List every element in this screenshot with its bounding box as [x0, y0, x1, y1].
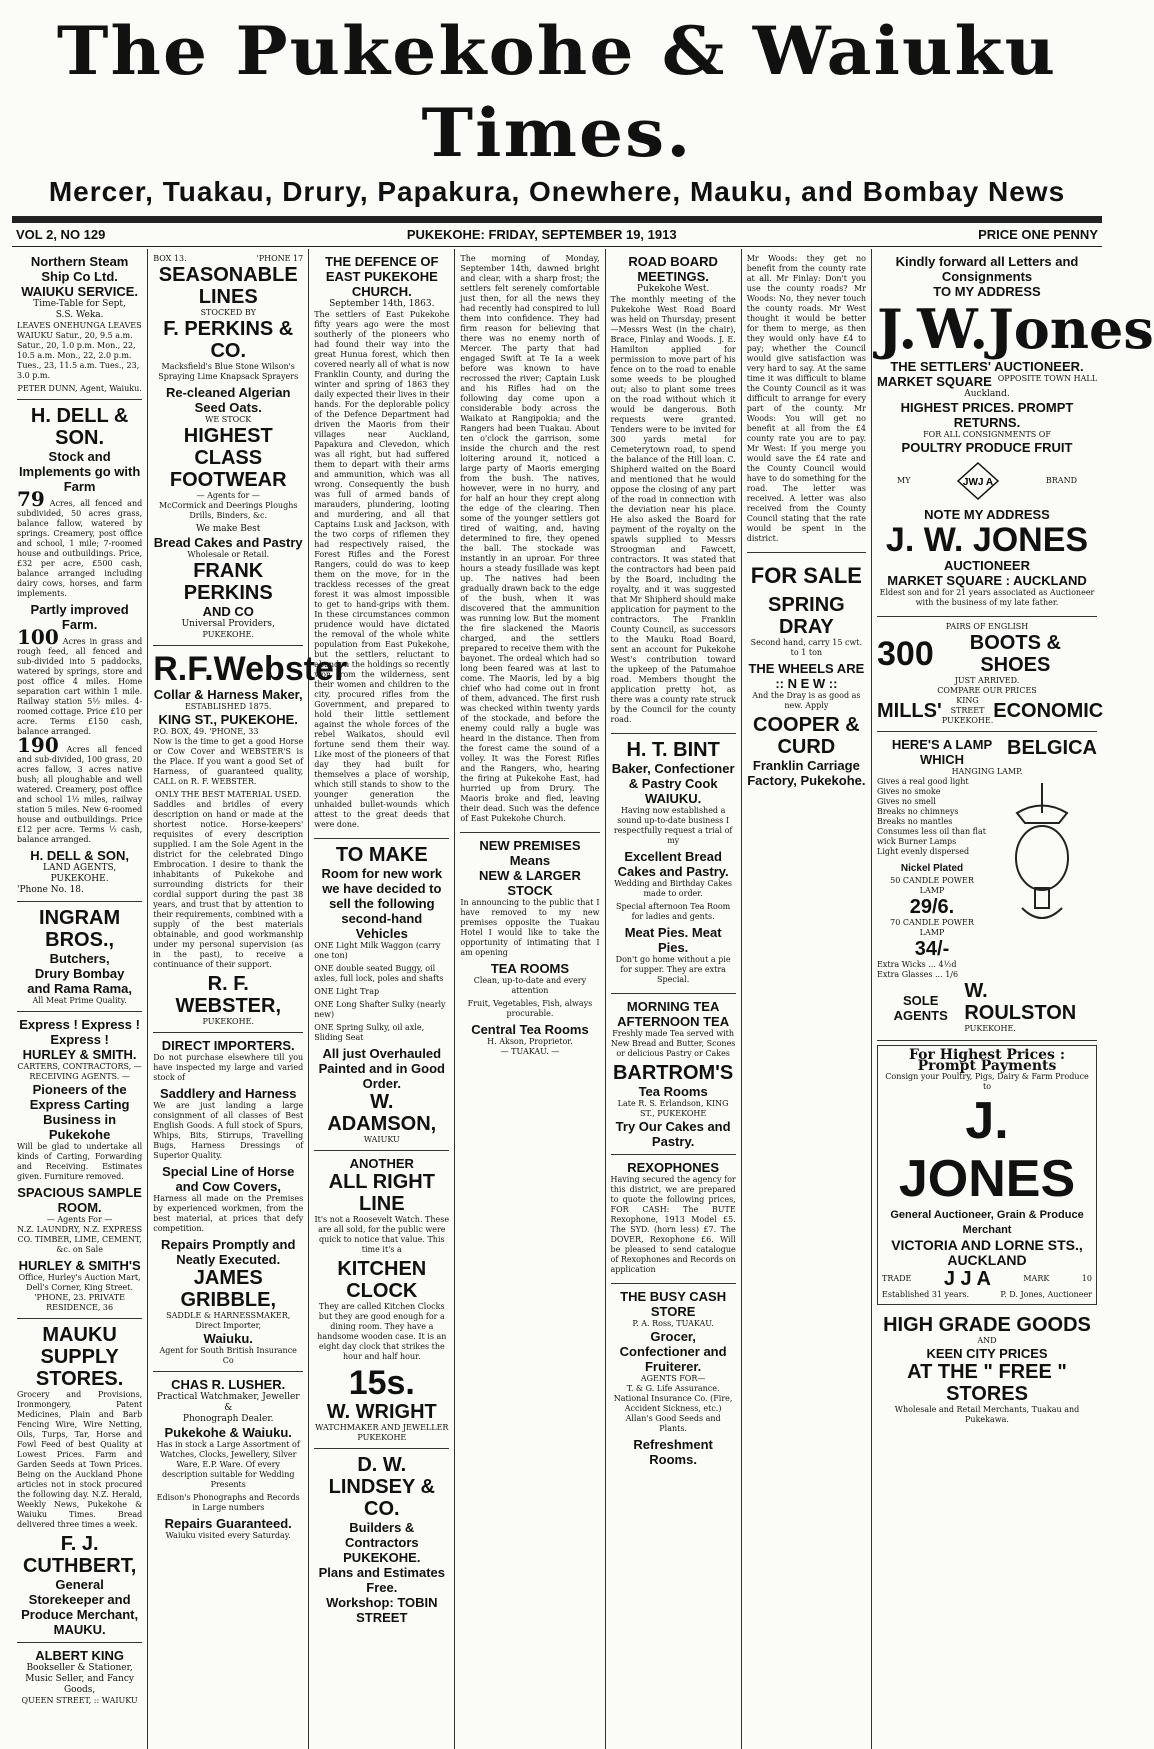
article-body: Mr Woods: they get no benefit from the county rate at all. Mr Finlay: Don't you use the county roads? Mr Woods: No, they never touch the county roads. Mr West thought it would be better for them to merge, as then they would only have £4 to pay; whether the Council would give satisfaction was very hard to say. At the same time it was difficult to blame the County Council as it was difficult to arrange for every part of the county. Mr Woods: You will get no benefit at all from the £4 county rate you are to pay. Mr West: If you merge you would save the £4 rate and the County Council would have to do something for the road. The letter was received. A letter was also received from the County Council stating that the rate would be spent in the district.	[746, 254, 866, 543]
ad-text: BOX 13.	[153, 254, 187, 263]
ad-heading: Meat Pies. Meat Pies.	[624, 925, 722, 955]
ad-text: Phonograph Dealer.	[182, 1414, 274, 1424]
ad-heading: COOPER & CURD	[753, 714, 860, 758]
ad-text: Agent for South British Insurance Co	[159, 1346, 297, 1365]
ad-heading: HURLEY & SMITH.	[22, 1047, 137, 1062]
ad-text: Harness all made on the Premises by experienced workmen, from the best material, at prices that defy competition.	[153, 1194, 304, 1233]
ad-heading: W. ROULSTON	[964, 980, 1077, 1024]
premises-ad	[460, 833, 599, 1062]
ad-heading: HERE'S A LAMP WHICH	[891, 737, 993, 767]
ad-heading: General Auctioneer, Grain & Produce Merchant	[890, 1209, 1084, 1236]
ad-text: Waiuku visited every Saturday.	[165, 1531, 291, 1540]
ad-heading: SEASONABLE LINES	[158, 264, 298, 308]
ad-heading: J. W. JONES	[885, 521, 1089, 559]
ad-heading: THE WHEELS ARE :: N E W ::	[748, 661, 865, 691]
ad-text: — TUAKAU. —	[500, 1047, 560, 1056]
ad-text: Wedding and Birthday Cakes made to order.	[614, 879, 732, 898]
ad-text: ONE Light Milk Waggon (carry one ton)	[314, 941, 441, 960]
ad-heading: Franklin Carriage Factory, Pukekohe.	[747, 758, 866, 788]
ad-heading: MORNING TEA AFTERNOON TEA	[617, 999, 730, 1029]
article-body: The morning of Monday, September 14th, dawned bright and clear, with a sharp frost; the settlers felt serenely comfortable just then, for all the news they had recently had conspired to lull them into confidence. They had firm reason for believing that there was no enemy north of Mercer. The party that had engaged Swift at Te Ia a week before was known to have recrossed the river; Captain Lusk and his Rifles had on the following day come upon a considerable body across the Waikato at Rangipokia; and the Rangers had been Tuakau. About ten o'clock the garrison, some inside the church and the rest loitering around it, noticed a large party of Maoris emerging from the bush. The natives, however, were in no hurry, and for half an hour they crept along the edge of the clearing. Then some of the younger settlers got tired of waiting, and, having determined to fire, they opened the ball. The stockade was instantly in an uproar. For three hours a steady fusillade was kept up. The natives had been gradually drawn back to the edge of the bush, when it was discovered that the ammunition was running low. But the moment the fire slackened the Maoris charged, and the settlers prepared to receive them with the bayonet. The ordeal which had so long been feared was at last to come. The Maoris, led by a big chief who had come out in front of them, advanced. The first rush was checked within twenty yards of the stockade, and before the enemy could rally a bugle was heard in the distance. Then from the forest came the sound of a volley. It was the Forest Rifles and the Rangers, who, hearing the firing at Pukekohe East, had hurried up from Drury. The Maoris broke and fled, leaving their dead. Such was the defence of East Pukekohe Church.	[460, 254, 600, 823]
ad-text: STOCKED BY	[200, 308, 256, 317]
dateline	[12, 225, 1102, 244]
lindsey-ad	[314, 1449, 449, 1630]
ad-heading: KING ST., PUKEKOHE.	[158, 712, 298, 727]
ad-text: 50 CANDLE POWER LAMP	[890, 876, 974, 895]
ad-heading: Drury Bombay	[34, 966, 125, 981]
ad-text: SADDLE & HARNESSMAKER, Direct Importer,	[166, 1311, 291, 1330]
ad-text: ONE double seated Buggy, oil axles, full lock, poles and shafts	[314, 964, 444, 983]
ad-heading: General Storekeeper and Produce Merchant, MAUKU.	[21, 1577, 139, 1637]
ad-text: Do not purchase elsewhere till you have inspected my large and varied stock of	[153, 1053, 304, 1082]
ad-heading: JAMES GRIBBLE,	[180, 1267, 276, 1311]
ad-text: OPPOSITE TOWN HALL	[997, 374, 1097, 383]
ad-text: 10	[1081, 1274, 1092, 1283]
ad-heading: SPRING DRAY	[768, 594, 845, 638]
ad-text: HANGING LAMP.	[951, 767, 1023, 776]
defence-article-continued	[460, 249, 599, 833]
ad-text: PETER DUNN, Agent, Waiuku.	[17, 384, 142, 393]
masthead-subtitle: Mercer, Tuakau, Drury, Papakura, Onewhere, Mauku, and Bombay News	[48, 176, 1066, 207]
ad-price: 15s.	[348, 1364, 415, 1402]
ad-heading: Baker, Confectioner & Pastry Cook WAIUKU.	[611, 761, 735, 806]
ad-heading: and Rama Rama,	[27, 981, 132, 996]
king-ad	[17, 1643, 142, 1711]
ad-heading: All just Overhauled Painted and in Good Order.	[318, 1046, 445, 1091]
adamson-ad	[314, 839, 449, 1151]
ad-text: WATCHMAKER AND JEWELLER PUKEKOHE	[315, 1423, 449, 1442]
ad-heading: Room for new work we have decided to sell the following second-hand Vehicles	[321, 866, 443, 941]
volume: VOL 2, NO 129	[16, 227, 106, 242]
article-subhead: Pukekohe West.	[636, 284, 710, 294]
ad-heading: Nickel Plated	[900, 863, 964, 874]
ad-text: KING STREET PUKEKOHE.	[941, 696, 994, 725]
ad-text: P. D. Jones, Auctioneer	[1000, 1290, 1092, 1299]
free-stores-ad	[877, 1309, 1097, 1430]
ad-text: ONE Long Shafter Sulky (nearly new)	[314, 1000, 446, 1019]
ad-heading: J. JONES	[898, 1092, 1076, 1208]
ad-heading: DIRECT IMPORTERS.	[161, 1038, 295, 1053]
ad-price: 29/6.	[909, 896, 955, 918]
ad-heading: Central Tea Rooms	[471, 1022, 589, 1037]
article-body: The settlers of East Pukekohe fifty years ago were the most southerly of the pioneers who had found their way into the great Hunua forest, which then covered nearly all of what is now Franklin County, and during the winter and spring of 1863 they daily expected their lives in their hands. For the deplorable policy of the Defence Department had driven the Maoris from their villages near Auckland, Papakura and Clevedon, which was all right, but had suffered them to depart with their arms and ammunition, which was all wrong. Consequently the bush was full of armed bands of marauders, plundering, looting and murdering, and all that Captains Lusk and Jackson, with the two corps of riflemen they had respectively raised, the Forest Rifles and the Forest Rangers, could do was to keep them on the move, for in the trackless recesses of the great forest it was almost impossible to get to hand-grips with them. In these circumstances common prudence would have dictated the removal of the whole white population from East Pukekohe, but the settlers, reluctant to abandon the holdings so recently won from the wilderness, sent their women and children to the city, procured rifles from the Government, and prepared to hold their little settlement against the whole forces of the rebel Waikatos, should evil fortune send them their way. Like most of the pioneers of that day they had built for themselves a place of worship, which still stands to show to the younger generation the unhaided bullet-wounds which attest to the great deeds that were done.	[314, 310, 450, 829]
ad-heading: F. PERKINS & CO.	[163, 318, 294, 362]
ad-heading: SOLE AGENTS	[893, 992, 948, 1023]
ad-heading: Workshop: TOBIN STREET	[326, 1595, 438, 1625]
ad-heading: Stock and Implements go with Farm	[18, 449, 141, 494]
ad-heading: D. W. LINDSEY & CO.	[328, 1454, 435, 1520]
ad-text: Extra Wicks ... 4½d	[877, 960, 957, 969]
ad-heading: W. WRIGHT	[326, 1401, 437, 1423]
ad-text: COMPARE OUR PRICES	[937, 686, 1037, 695]
ad-text: Will be glad to undertake all kinds of Carting, Forwarding and Receiving. Estimates given. Furniture removed.	[17, 1142, 143, 1181]
ad-text: Eldest son and for 21 years associated as Auctioneer with the business of my late father.	[879, 588, 1095, 607]
ad-text: Don't go home without a pie for supper. They are extra Special.	[615, 955, 731, 984]
ad-text: Now is the time to get a good Horse or Cow Cover and WEBSTER'S is the Place. If you want a good Set of Harness, of guaranteed quality, CALL on R. F. WEBSTER.	[153, 737, 304, 786]
lamp-feature: Gives no smoke	[877, 787, 941, 796]
ad-text: P.O. BOX, 49. 'PHONE, 33	[153, 727, 259, 736]
p-d-jones-ad	[877, 1045, 1097, 1305]
article-body: The monthly meeting of the Pukekohe West Road Board was held on Thursday; present—Messrs West (in the chair), Brace, Finlay and Woods. J. E. Hamilton applied for permission to move part of his fence on to the road to enable some weeds to be ploughed out; also to plant some trees on the road without which it would be dangerous. Both requests were granted. Tenders were to be invited for 300 yards metal for Cemeterytown road, to spend the balance of the Hill loan. C. Shipherd waited on the Board and mentioned that he would oppose the closing of any part of the road in connection with the deviation near his place. He also asked the Board for payment of the royalty on the spawls supplied to Messrs Stroogman and Fawcett, contractors. It was stated that the contractors had been paid by the Board, including the royalty, and it was suggested that Mr Shipherd should make application for payment to the contractors. The Franklin County Council, as successors to the Mauku Road Board, sent an account for Pukekohe West's contribution toward the upkeep of the Patumahoe road. Members thought the application pretty hot, as there was a county rate struck by the Council for the county road.	[610, 295, 736, 724]
ad-text: Wholesale and Retail Merchants, Tuakau and Pukekawa.	[894, 1405, 1080, 1424]
jw-jones-ad	[877, 249, 1154, 617]
article-date: September 14th, 1863.	[329, 299, 435, 309]
ad-text: We are just landing a large consignment of all classes of Best English Goods. A full stock of Spurs, Whips, Bits, Stirrups, Travelling Bugs, Harness Dressings of Superior Quality.	[153, 1101, 304, 1160]
ad-heading: TO MAKE	[335, 844, 428, 866]
ad-heading: Express ! Express !	[19, 1017, 140, 1032]
ad-text: Time-Table for Sept,	[33, 299, 126, 309]
column-3	[309, 249, 455, 1749]
trademark: J J A	[943, 1268, 991, 1290]
steamship-ad	[17, 249, 142, 400]
ad-price: 34/-	[914, 938, 950, 960]
column-5	[606, 249, 742, 1749]
ad-heading: Grocer, Confectioner and Fruiterer.	[619, 1329, 727, 1374]
ad-text: Consign your Poultry, Pigs, Dairy & Farm Produce to	[885, 1072, 1089, 1091]
ad-text: MY	[897, 476, 911, 485]
ad-heading: Express !	[50, 1032, 109, 1047]
ad-text: JUST ARRIVED.	[954, 676, 1020, 685]
ad-text: LEAVES ONEHUNGA LEAVES WAIUKU Satur., 20, 9.5 a.m. Satur., 20, 1.0 p.m. Mon., 22, 10.5 a.m. Mon., 22, 2.0 p.m. Tues., 23, 11.5 a.m. Tues., 23, 3.0 p.m.	[17, 321, 142, 380]
ad-heading: Partly improved Farm.	[30, 602, 129, 632]
ad-text: 'PHONE 17	[256, 254, 304, 263]
ad-text: They are called Kitchen Clocks but they are good enough for a dining room. They have a handsome wooden case. It is an eight day clock that strikes the hour and half hour.	[317, 1302, 447, 1361]
ad-text: Freshly made Tea served with New Bread and Butter, Scones or delicious Pastry or Cakes	[610, 1029, 736, 1058]
ad-heading: Pioneers of the Express Carting Business in Pukekohe	[29, 1082, 130, 1142]
ad-text: Fruit, Vegetables, Fish, always procurable.	[467, 999, 593, 1018]
ad-heading: FRANK PERKINS	[183, 560, 273, 604]
ad-heading: Northern Steam Ship Co Ltd.	[30, 254, 129, 284]
ad-text: ONLY THE BEST MATERIAL USED.	[155, 790, 302, 799]
road-board-article	[611, 249, 736, 734]
column-4	[455, 249, 605, 1749]
ad-heading: Excellent Bread Cakes and Pastry.	[617, 849, 729, 879]
ad-text: S.S. Weka.	[55, 310, 104, 320]
ad-text: Having now established a sound up-to-date business I respectfully request a trial of my	[613, 806, 733, 845]
ad-text: ONE Spring Sulky, oil axle, Sliding Seat	[314, 1023, 425, 1042]
ad-heading: THE SETTLERS' AUCTIONEER.	[890, 359, 1084, 374]
ad-text: Acres, all fenced and subdivided, 50 acres grass, balance fallow, watered by springs. Creamery, post office and school, 1 mile; 7-roomed house and outbuildings. Price, £32 per acre, £500 cash, balance arranged including dairy cows, horses, and farm implements.	[17, 499, 143, 598]
ad-text: Office, Hurley's Auction Mart, Dell's Corner, King Street.	[18, 1273, 141, 1292]
ad-heading: NEW & LARGER STOCK	[479, 868, 581, 898]
ad-text: — Agents For —	[46, 1215, 113, 1224]
ad-text: Bookseller & Stationer, Music Seller, and Fancy Goods,	[25, 1663, 134, 1695]
ad-text: ONE Light Trap	[314, 987, 380, 996]
ad-heading: Try Our Cakes and Pastry.	[615, 1119, 731, 1149]
article-headline: ROAD BOARD MEETINGS.	[628, 254, 718, 284]
ad-number: 300	[877, 635, 934, 673]
lamp-feature: Breaks no mantles	[877, 817, 953, 826]
ad-heading: VICTORIA AND LORNE STS., AUCKLAND	[891, 1237, 1083, 1268]
ad-heading: Collar & Harness Maker,	[153, 687, 303, 702]
ad-heading: HIGHEST CLASS FOOTWEAR	[169, 425, 287, 491]
ad-text: In announcing to the public that I have removed to my new premises opposite the Tuakau Hotel I would like to take the opportunity of intimating that I am opening	[460, 898, 600, 957]
farm-acres: 190	[17, 733, 59, 757]
column-6	[742, 249, 872, 1749]
ad-heading: MILLS'	[877, 700, 942, 722]
hanging-lamp-icon	[997, 783, 1087, 933]
ad-heading: H. T. BINT	[626, 739, 720, 761]
ad-text: Acres in grass and rough feed, all fenced and sub-divided into 5 paddocks, watered by springs, store and post office 4 miles. Home separation cart within 1 mile. Railway station 5½ miles. 4-roomed cottage. Price £10 per acre. Terms £150 cash, balance arranged.	[17, 637, 143, 736]
ad-heading: ANOTHER	[349, 1156, 414, 1171]
ad-heading: Bread Cakes and Pastry	[153, 535, 303, 550]
lamp-feature: Light evenly dispersed	[877, 847, 970, 856]
ad-heading: TO MY ADDRESS	[933, 284, 1041, 299]
ad-heading: Butchers,	[49, 951, 110, 966]
defence-article	[314, 249, 449, 839]
ad-heading: CHAS R. LUSHER.	[171, 1377, 286, 1392]
ad-text: BRAND	[1045, 476, 1077, 485]
ad-text: 'Phone No. 18.	[17, 885, 84, 895]
ad-heading: HIGH GRADE GOODS	[883, 1314, 1091, 1336]
ad-heading: ECONOMIC	[993, 700, 1104, 722]
ad-heading: MAUKU SUPPLY STORES.	[35, 1324, 124, 1390]
perkins-ad	[153, 249, 303, 646]
divider	[12, 216, 1102, 223]
wright-ad	[314, 1151, 449, 1449]
ad-text: Late R. S. Erlandson, KING ST., PUKEKOHE	[617, 1099, 729, 1118]
ad-text: Special afternoon Tea Room for ladies and gents.	[616, 902, 731, 921]
ad-text: WAIUKU	[363, 1135, 400, 1144]
ad-text: AND	[977, 1336, 997, 1345]
column-1	[12, 249, 148, 1749]
ad-text: Saddles and bridles of every description on hand or made at the shortest notice. Horse-keepers' requisites of every description supplied. I am the Sole Agent in the district for the celebrated Dingo Embrocation. I desire to thank the inhabitants of Pukekohe and surrounding districts for their cordial support during the past 38 years, and trust that by attention to their requirements, combined with a supply of the best materials obtainable, and good workmanship under my personal supervision (as in the past), to receive a continuance of their support.	[153, 800, 304, 969]
ad-heading: Waiuku.	[203, 1331, 253, 1346]
ad-text: P. A. Ross, TUAKAU.	[632, 1319, 714, 1328]
ad-text: QUEEN STREET, :: WAIUKU	[21, 1696, 138, 1705]
ad-heading: WAIUKU SERVICE.	[21, 284, 138, 299]
divider	[12, 246, 1102, 247]
mauku-ad	[17, 1319, 142, 1643]
ad-heading: SPACIOUS SAMPLE ROOM.	[17, 1185, 142, 1215]
ad-heading: HIGHEST PRICES. PROMPT RETURNS.	[900, 400, 1074, 430]
ad-heading: NEW PREMISES	[479, 838, 581, 853]
ad-heading: Special Line of Horse and Cow Covers,	[162, 1164, 295, 1194]
ad-heading: H. DELL & SON,	[30, 848, 129, 863]
ad-heading: HURLEY & SMITH'S	[18, 1258, 141, 1273]
ad-heading: MARKET SQUARE	[877, 374, 992, 389]
lamp-feature: Consumes less oil than flat wick Burner Lamps	[877, 827, 986, 846]
ad-heading: Repairs Guaranteed.	[164, 1516, 292, 1531]
ad-heading: Builders & Contractors PUKEKOHE.	[343, 1520, 421, 1565]
ad-text: LAND AGENTS, PUKEKOHE.	[42, 863, 117, 884]
ad-text: MARK	[1023, 1274, 1050, 1283]
newspaper-page	[12, 10, 1154, 1710]
ad-heading: Saddlery and Harness	[159, 1086, 297, 1101]
article-headline: THE DEFENCE OF EAST PUKEKOHE CHURCH.	[325, 254, 439, 299]
hurley-ad	[17, 1012, 142, 1319]
ad-heading: Kindly forward all Letters and Consignments	[895, 254, 1079, 284]
ad-text: Auckland.	[964, 389, 1010, 399]
bint-ad	[611, 734, 736, 994]
ad-heading: FOR SALE	[750, 563, 862, 588]
ad-heading: R. F. WEBSTER,	[175, 973, 281, 1017]
ad-text: Has in stock a Large Assortment of Watches, Clocks, Jewellery, Silver Ware, E.P. Ware. Of every description suitable for Wedding Presents	[156, 1440, 300, 1489]
ingram-ad	[17, 902, 142, 1012]
ad-heading: KEEN CITY PRICES	[926, 1346, 1048, 1361]
ad-text: T. & G. Life Assurance. National Insurance Co. (Fire, Accident Sickness, etc.) Allan's Good Seeds and Plants.	[613, 1384, 733, 1433]
lamp-feature: Gives no smell	[877, 797, 936, 806]
farm-acres: 100	[17, 625, 59, 649]
ad-text: McCormick and Deerings Ploughs Drills, Binders, &c.	[158, 501, 298, 520]
ad-heading: R.F.Webster	[153, 650, 348, 688]
ad-heading: TEA ROOMS	[490, 961, 570, 976]
ad-heading: Pukekohe & Waiuku.	[164, 1425, 292, 1440]
ad-text: N.Z. LAUNDRY, N.Z. EXPRESS CO. TIMBER, LIME, CEMENT, &c. on Sale	[17, 1225, 143, 1254]
mills-ad	[877, 617, 1104, 732]
lamp-feature: Gives a real good light	[877, 777, 969, 786]
ad-text: ESTABLISHED 1875.	[184, 702, 272, 711]
ad-heading: INGRAM BROS.,	[39, 907, 121, 951]
masthead	[12, 10, 1102, 208]
ad-heading: F. J. CUTHBERT,	[22, 1533, 137, 1577]
ad-text: Universal Providers,	[181, 619, 275, 629]
ad-text: H. Akson, Proprietor.	[487, 1037, 573, 1046]
lusher-ad	[153, 1372, 303, 1546]
ad-heading: REXOPHONES	[627, 1160, 719, 1175]
ad-heading: Tea Rooms	[638, 1084, 708, 1099]
ad-heading: Means	[509, 853, 551, 868]
ad-heading: KITCHEN CLOCK	[337, 1258, 427, 1302]
ad-heading: AUCTIONEER	[944, 558, 1030, 573]
brand-diamond-icon	[956, 461, 1000, 501]
ad-text: 70 CANDLE POWER LAMP	[890, 918, 974, 937]
road-board-continued	[747, 249, 866, 553]
ad-text: WE STOCK	[205, 415, 252, 424]
ad-heading: AT THE " FREE " STORES	[907, 1361, 1067, 1405]
cooper-ad	[747, 553, 866, 793]
ad-text: 'PHONE, 23. PRIVATE RESIDENCE, 36	[34, 1293, 125, 1312]
ad-heading: THE BUSY CASH STORE	[620, 1289, 727, 1319]
ad-text: Having secured the agency for this district, we are prepared to quote the following prices, FOR CASH: The BUTE Rexophone, 1913 Model £5. The SYD. (horn less) £7. The DOVER, Rexophone £6. Will be pleased to send catalogue of Rexophones and Records on application	[610, 1175, 736, 1274]
ad-text: All Meat Prime Quality.	[32, 996, 127, 1005]
ad-heading: Repairs Promptly and Neatly Executed.	[161, 1237, 296, 1267]
bartrom-ad	[611, 994, 736, 1155]
ad-heading: BELGICA	[1007, 737, 1097, 759]
ad-heading: For Highest Prices : Prompt Payments	[909, 1047, 1065, 1074]
columns	[12, 249, 1154, 1749]
lamp-feature: Breaks no chimneys	[877, 807, 959, 816]
ad-heading: H. DELL & SON.	[30, 405, 129, 449]
price: PRICE ONE PENNY	[978, 227, 1098, 242]
ad-heading: Plans and Estimates Free.	[318, 1565, 446, 1595]
ad-text: It's not a Roosevelt Watch. These are all sold, for the public were quick to notice that value. This time it's a	[314, 1215, 450, 1254]
ad-heading: ALBERT KING	[35, 1648, 125, 1663]
ad-text: Clean, up-to-date and every attention	[473, 976, 587, 995]
farm-acres: 79	[17, 487, 45, 511]
ad-heading: NOTE MY ADDRESS	[924, 507, 1050, 522]
ad-heading: BARTROM'S	[612, 1062, 734, 1084]
ad-text: Edison's Phonographs and Records in Large numbers	[156, 1493, 300, 1512]
ad-heading: ALL RIGHT LINE	[328, 1171, 435, 1215]
jones-logo: J.W.Jones	[877, 297, 1154, 361]
ad-heading: MARKET SQUARE : AUCKLAND	[887, 573, 1087, 588]
ad-text: Acres all fenced and sub-divided, 100 grass, 20 acres fallow, 3 acres native bush; all ploughable and well watered. Creamery, post office and school 1½ miles, railway station 5 miles. New 6-roomed house and outbuildings. Price £12 per acre. Terms ½ cash, balance arranged.	[17, 745, 143, 844]
ad-heading: POULTRY PRODUCE FRUIT	[901, 440, 1073, 455]
place-date: PUKEKOHE: FRIDAY, SEPTEMBER 19, 1913	[406, 227, 677, 242]
ad-text: Second hand, carry 15 cwt. to 1 ton	[750, 638, 863, 657]
lamp-ad	[877, 732, 1097, 1041]
ad-heading: AND CO	[202, 604, 254, 619]
ad-text: Established 31 years.	[882, 1290, 970, 1299]
brand-mark-text: JWJ A	[963, 477, 994, 488]
ad-text: AGENTS FOR—	[640, 1374, 706, 1383]
ad-text: PAIRS OF ENGLISH	[945, 622, 1029, 631]
ad-heading: BOOTS & SHOES	[969, 632, 1061, 676]
ad-heading: W. ADAMSON,	[327, 1091, 437, 1135]
ad-text: FOR ALL CONSIGNMENTS OF	[923, 430, 1051, 439]
ad-text: PUKEKOHE.	[202, 630, 254, 639]
ad-text: We make Best	[196, 524, 261, 534]
ad-text: PUKEKOHE.	[202, 1017, 254, 1026]
masthead-title: The Pukekohe & Waiuku Times.	[56, 12, 1058, 172]
ad-text: CARTERS, CONTRACTORS, — RECEIVING AGENTS. —	[17, 1062, 142, 1081]
ad-text: Practical Watchmaker, Jeweller &	[156, 1392, 300, 1413]
ad-text: PUKEKOHE.	[964, 1024, 1016, 1033]
ad-text: Wholesale or Retail.	[187, 550, 270, 559]
column-7	[872, 249, 1154, 1749]
gribble-ad	[153, 1033, 303, 1372]
ad-text: Grocery and Provisions, Ironmongery, Patent Medicines, Plain and Barb Fencing Wire, Wire Netting, Oils, Turps, Tar, Horse and Fowl Feed of best Quality at Lowest Prices. Farm and Garden Seeds at Town Prices. Being on the Auckland Phone articles not in stock procured the following day. N.Z. Herald, Weekly News, Pukekohe & Waiuku Times. Bread delivered three times a week.	[17, 1390, 143, 1529]
ad-text: TRADE	[882, 1274, 912, 1283]
ad-text: — Agents for —	[196, 491, 260, 500]
rexophone-ad	[611, 1155, 736, 1284]
ad-text: And the Dray is as good as new. Apply	[752, 691, 861, 710]
ad-heading: Refreshment Rooms.	[633, 1437, 713, 1467]
ad-text: Macksfield's Blue Stone Wilson's Spraying Lime Knapsack Sprayers	[158, 362, 299, 381]
dell-ad	[17, 400, 142, 902]
busy-store-ad	[611, 1284, 736, 1472]
ad-text: Extra Glasses ... 1/6	[877, 970, 959, 979]
ad-heading: Re-cleaned Algerian Seed Oats.	[165, 385, 291, 415]
